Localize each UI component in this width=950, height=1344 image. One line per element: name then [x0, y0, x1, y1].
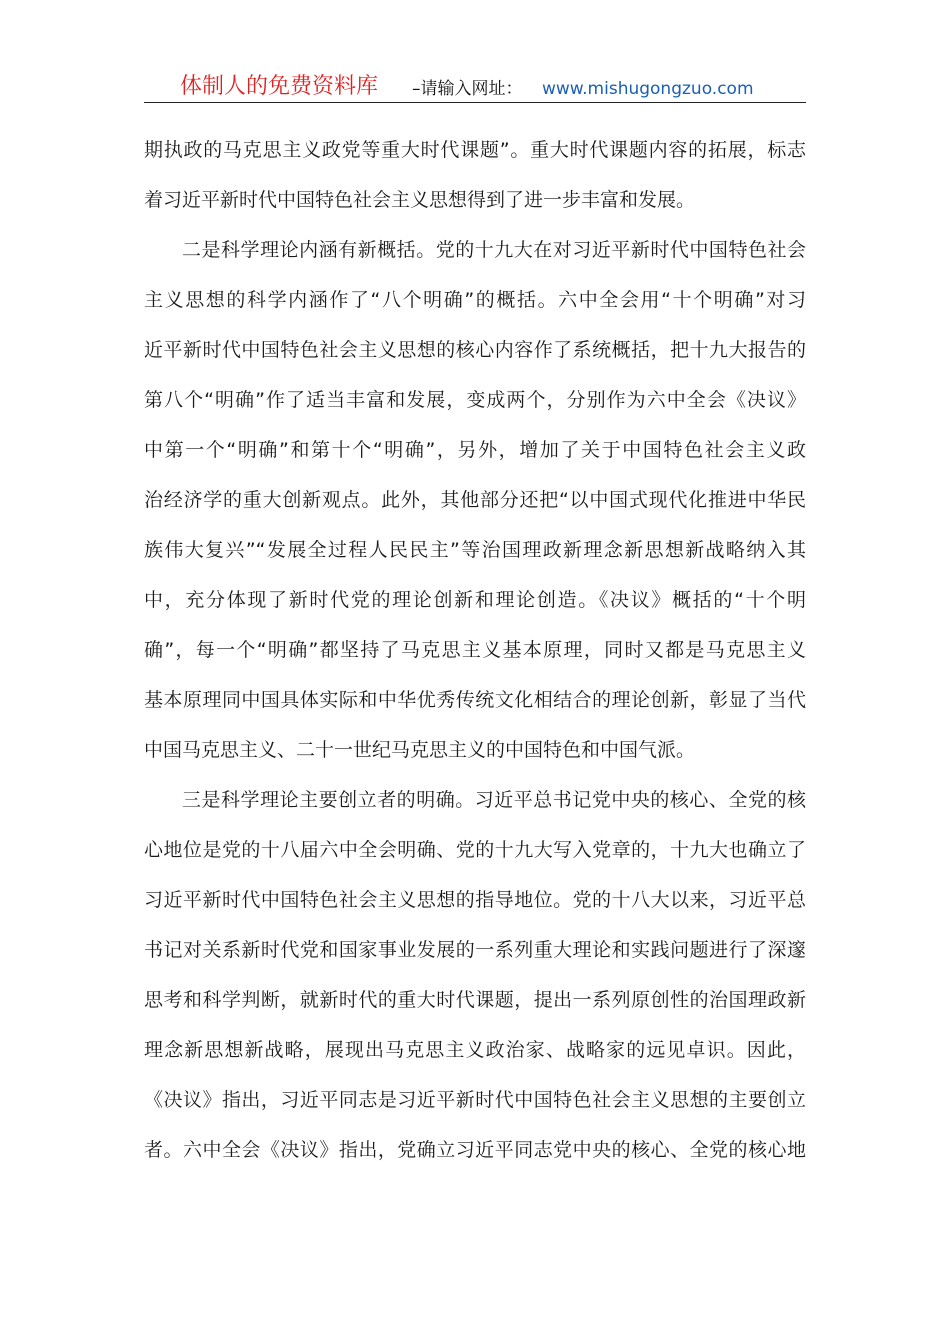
text-line: 主义思想的科学内涵作了“八个明确”的概括。六中全会用“十个明确”对习: [144, 289, 806, 311]
text-line: 书记对关系新时代党和国家事业发展的一系列重大理论和实践问题进行了深邃: [144, 939, 806, 961]
text-line: 二是科学理论内涵有新概括。党的十九大在对习近平新时代中国特色社会: [182, 239, 806, 261]
text-line: 期执政的马克思主义政党等重大时代课题”。重大时代课题内容的拓展，标志: [144, 139, 806, 161]
paragraph: [144, 128, 806, 228]
text-line: 者。六中全会《决议》指出，党确立习近平同志党中央的核心、全党的核心地: [144, 1139, 806, 1161]
paragraph: [144, 778, 806, 1178]
text-line: 理念新思想新战略，展现出马克思主义政治家、战略家的远见卓识。因此，: [144, 1039, 806, 1061]
url-prompt: –请输入网址：: [412, 79, 523, 99]
text-line: 族伟大复兴”“发展全过程人民民主”等治国理政新理念新思想新战略纳入其: [144, 539, 806, 561]
text-line: 近平新时代中国特色社会主义思想的核心内容作了系统概括，把十九大报告的: [144, 339, 806, 361]
website-link[interactable]: www.mishugongzuo.com: [542, 79, 754, 99]
text-line: 《决议》指出，习近平同志是习近平新时代中国特色社会主义思想的主要创立: [144, 1089, 806, 1111]
paragraph: [144, 228, 806, 778]
text-line: 着习近平新时代中国特色社会主义思想得到了进一步丰富和发展。: [144, 189, 696, 211]
text-line: 中国马克思主义、二十一世纪马克思主义的中国特色和中国气派。: [144, 739, 696, 761]
text-line: 基本原理同中国具体实际和中华优秀传统文化相结合的理论创新，彰显了当代: [144, 689, 806, 711]
text-line: 确”，每一个“明确”都坚持了马克思主义基本原理，同时又都是马克思主义: [144, 639, 806, 661]
brand-title: 体制人的免费资料库: [180, 74, 379, 99]
text-line: 第八个“明确”作了适当丰富和发展，变成两个，分别作为六中全会《决议》: [144, 389, 806, 411]
text-line: 中第一个“明确”和第十个“明确”，另外，增加了关于中国特色社会主义政: [144, 439, 806, 461]
text-line: 思考和科学判断，就新时代的重大时代课题，提出一系列原创性的治国理政新: [144, 989, 806, 1011]
text-line: 习近平新时代中国特色社会主义思想的指导地位。党的十八大以来，习近平总: [144, 889, 806, 911]
document-body: [144, 128, 806, 1178]
text-line: 中，充分体现了新时代党的理论创新和理论创造。《决议》概括的“十个明: [144, 589, 806, 611]
page-header: [144, 72, 806, 103]
text-line: 治经济学的重大创新观点。此外，其他部分还把“以中国式现代化推进中华民: [144, 489, 806, 511]
text-line: 三是科学理论主要创立者的明确。习近平总书记党中央的核心、全党的核: [182, 789, 806, 811]
text-line: 心地位是党的十八届六中全会明确、党的十九大写入党章的，十九大也确立了: [144, 839, 806, 861]
